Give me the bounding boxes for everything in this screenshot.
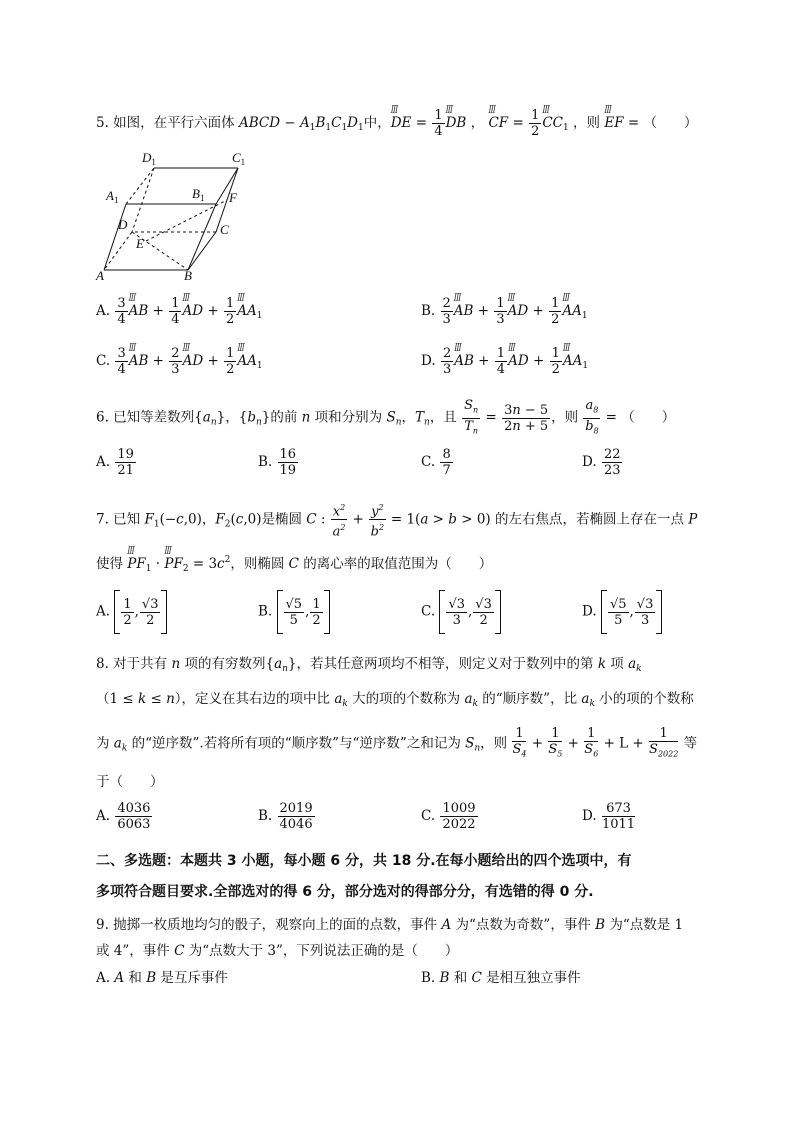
q8-line2: （1 ≤ k ≤ n），定义在其右边的项中比 $a_k$ 大的项的个数称为 $a_k$ 的“顺序数”，比 $a_k$ 小的项的个数称 — [96, 691, 694, 709]
q7-option-c[interactable]: C. $\frac{√3}{3}$ , $\frac{√3}{2}$ — [421, 590, 501, 634]
label-d: D — [118, 217, 128, 232]
q8-option-b[interactable]: B. $\frac{2019}{4046}$ — [258, 801, 313, 832]
q6-option-a[interactable]: A. $\frac{19}{21}$ — [96, 447, 134, 478]
q5-option-d[interactable]: D. $\frac{2}{3}$ ꟾꟾꟾ AB + $\frac{1}{4}$ ꟾꟾꟾ AD + $\frac{1}{2}$ ꟾꟾꟾ $AA_1$ — [421, 346, 588, 377]
q9-line2: 或 4”，事件 C 为“点数大于 3”，下列说法正确的是（ ） — [96, 943, 459, 959]
q5-option-a[interactable]: A. $\frac{3}{4}$ ꟾꟾꟾ AB + $\frac{1}{4}$ ꟾꟾꟾ AD + $\frac{1}{2}$ ꟾꟾꟾ $AA_1$ — [96, 296, 262, 327]
label-b1: $B_1$ — [192, 186, 205, 203]
q7-option-b[interactable]: B. $\frac{√5}{5}$ , $\frac{1}{2}$ — [258, 590, 330, 634]
q7-stem-line2: 使得 ꟾꟾꟾ $PF_1$ · ꟾꟾꟾ $PF_2 = 3c^2$，则椭圆 C 的离心率的取值范围为（ ） — [96, 552, 492, 574]
q7-option-a[interactable]: A. $\frac{1}{2}$ , $\frac{√3}{2}$ — [96, 590, 167, 634]
q8-line1: 8. 对于共有 n 项的有穷数列$\{a_n\}$，若其任意两项均不相等，则定义对于数列中的第 k 项 $a_k$ — [96, 656, 642, 674]
q8-line3: 为 $a_k$ 的“逆序数”.若将所有项的“顺序数”与“逆序数”之和记为 $S_n$，则 $\frac{1}{S_4}$ + $\frac{1}{S_5}$ + $\frac{1}{S_6}$ + L + $\frac{1}{S_{2022}}$ 等 — [96, 726, 698, 759]
label-d1: $D_1$ — [142, 150, 156, 167]
section2-heading-line2: 多项符合题目要求.全部选对的得 6 分，部分选对的得部分分，有选错的得 0 分. — [96, 884, 594, 900]
label-c: C — [220, 222, 229, 237]
q5-option-b[interactable]: B. $\frac{2}{3}$ ꟾꟾꟾ AB + $\frac{1}{3}$ ꟾꟾꟾ AD + $\frac{1}{2}$ ꟾꟾꟾ $AA_1$ — [421, 296, 588, 327]
label-a1: $A_1$ — [106, 188, 119, 205]
q6-stem: 6. 已知等差数列$\{a_n\}$，$\{b_n\}$的前 n 项和分别为 $S_n$，$T_n$，且 $\frac{S_n}{T_n}$ = $\frac{3n - 5}{2n + 5}$ ，则 $\frac{a_8}{b_8}$ = （ ） — [96, 398, 676, 436]
label-e: E — [136, 236, 144, 251]
q8-option-a[interactable]: A. $\frac{4036}{6063}$ — [96, 801, 151, 832]
q6-option-b[interactable]: B. $\frac{16}{19}$ — [258, 447, 297, 478]
q9-option-b[interactable]: B. B 和 C 是相互独立事件 — [421, 970, 581, 986]
q5-stem: 5. 如图，在平行六面体 ABCD − $A_1B_1C_1D_1$中，ꟾꟾꟾ DE = $\frac{1}{4}$ ꟾꟾꟾ DB ， ꟾꟾꟾ CF = $\frac{1}{2}$ ꟾꟾꟾ $CC_1$ ，则 ꟾꟾꟾ EF = （ ） — [96, 108, 697, 139]
label-c1: $C_1$ — [232, 150, 246, 167]
label-b: B — [184, 268, 192, 282]
label-f: F — [229, 190, 237, 205]
q8-option-c[interactable]: C. $\frac{1009}{2022}$ — [421, 801, 476, 832]
q8-option-d[interactable]: D. $\frac{673}{1011}$ — [582, 801, 636, 832]
q9-line1: 9. 抛掷一枚质地均匀的骰子，观察向上的面的点数，事件 A 为“点数为奇数”，事件 B 为“点数是 1 — [96, 917, 684, 933]
q7-stem: 7. 已知 $F_1(-c,0)$，$F_2(c,0)$是椭圆 C : $\frac{x^2}{a^2}$ + $\frac{y^2}{b^2}$ = 1(a > b > 0) 的左右焦点，若椭圆上存在一点 P — [96, 500, 697, 540]
q6-option-c[interactable]: C. $\frac{8}{7}$ — [421, 447, 451, 478]
q5-option-c[interactable]: C. $\frac{3}{4}$ ꟾꟾꟾ AB + $\frac{2}{3}$ ꟾꟾꟾ AD + $\frac{1}{2}$ ꟾꟾꟾ $AA_1$ — [96, 346, 263, 377]
q6-option-d[interactable]: D. $\frac{22}{23}$ — [582, 447, 621, 478]
q8-line4: 于（ ） — [96, 774, 164, 790]
section2-heading-line1: 二、多选题：本题共 3 小题，每小题 6 分，共 18 分.在每小题给出的四个选项中，有 — [96, 853, 632, 869]
q9-option-a[interactable]: A. A 和 B 是互斥事件 — [96, 970, 228, 986]
q7-option-d[interactable]: D. $\frac{√5}{5}$ , $\frac{√3}{3}$ — [582, 590, 662, 634]
label-a: A — [96, 268, 104, 282]
parallelepiped-figure — [92, 142, 262, 282]
